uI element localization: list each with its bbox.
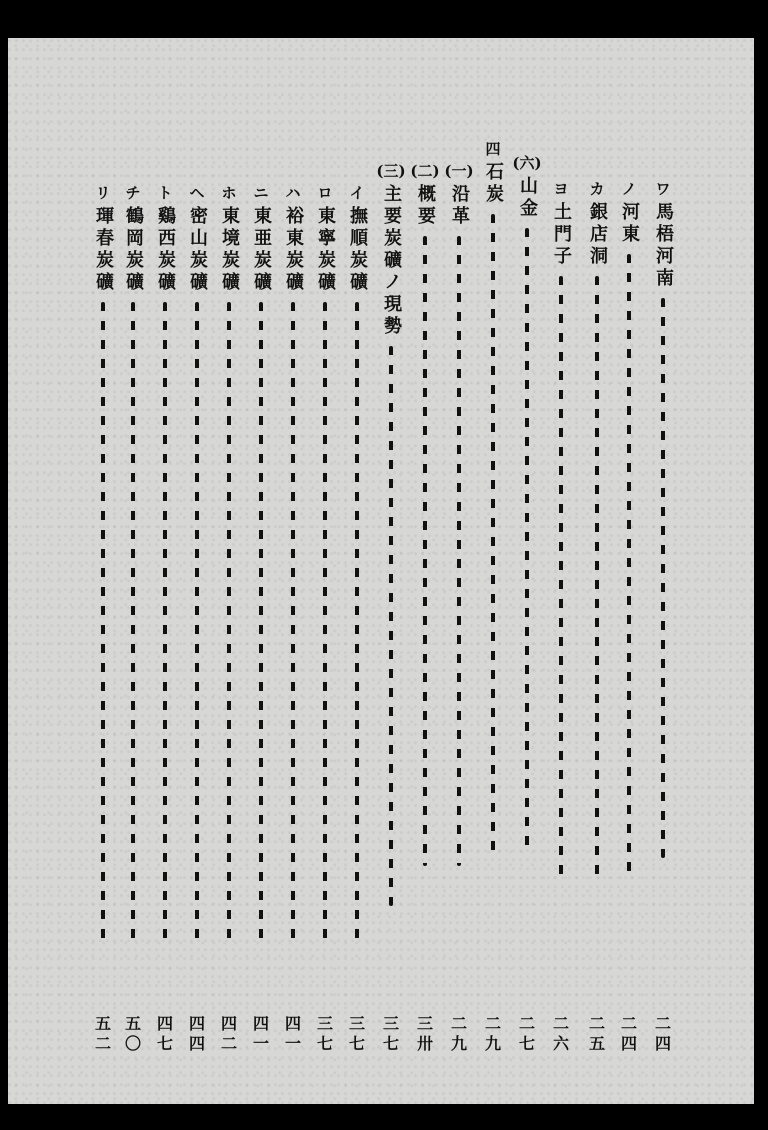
toc-entry	[120, 184, 146, 942]
dot-leader	[163, 302, 167, 942]
dot-leader	[131, 302, 135, 942]
entry-mark: ヨ	[553, 180, 569, 198]
toc-entry	[480, 140, 506, 854]
entry-page-number: 三 七	[316, 1014, 333, 1053]
dot-leader	[227, 302, 231, 942]
entry-title: 石炭	[483, 162, 504, 206]
toc-entry	[378, 162, 404, 906]
dot-leader	[661, 298, 665, 858]
dot-leader	[457, 236, 461, 866]
entry-mark: 四	[485, 140, 501, 158]
entry-page-number: 五 二	[94, 1014, 111, 1053]
entry-title: 山金	[517, 176, 538, 220]
entry-mark: リ	[95, 184, 111, 202]
entry-mark: ヘ	[189, 184, 205, 202]
toc-entry	[216, 184, 242, 942]
toc-entry	[344, 184, 370, 942]
entry-title: 馬梧河南	[653, 202, 674, 290]
toc-entry	[312, 184, 338, 942]
entry-page-number: 二 九	[450, 1014, 467, 1053]
entry-page-number: 四 四	[188, 1014, 205, 1053]
toc-entry	[584, 180, 610, 876]
entry-page-number: 四 二	[220, 1014, 237, 1053]
entry-page-number: 五 〇	[124, 1014, 141, 1053]
entry-mark: (六)	[512, 154, 542, 172]
entry-mark: (一)	[444, 162, 474, 180]
toc-entry	[184, 184, 210, 942]
toc-entry	[152, 184, 178, 942]
dot-leader	[291, 302, 295, 942]
entry-title: 河東	[619, 202, 640, 246]
entry-title: 鷄西炭礦	[155, 206, 176, 294]
entry-page-number: 二 七	[518, 1014, 535, 1053]
entry-mark: カ	[589, 180, 605, 198]
entry-page-number: 四 一	[284, 1014, 301, 1053]
entry-page-number: 三 卅	[416, 1014, 433, 1053]
entry-title: 裕東炭礦	[283, 206, 304, 294]
entry-mark: チ	[125, 184, 141, 202]
toc-entry	[650, 180, 676, 858]
entry-title: 銀店洞	[587, 202, 608, 268]
dot-leader	[559, 276, 563, 876]
dot-leader	[195, 302, 199, 942]
entry-mark: (二)	[410, 162, 440, 180]
toc-entry	[446, 162, 472, 866]
entry-page-number: 二 九	[484, 1014, 501, 1053]
entry-page-number: 四 七	[156, 1014, 173, 1053]
entry-mark: ノ	[621, 180, 637, 198]
dot-leader	[627, 254, 631, 874]
entry-mark: ハ	[285, 184, 301, 202]
entry-title: 主要炭礦ノ現勢	[381, 184, 402, 338]
entry-page-number: 三 七	[348, 1014, 365, 1053]
entry-page-number: 二 四	[620, 1014, 637, 1053]
entry-title: 東寧炭礦	[315, 206, 336, 294]
entry-mark: ニ	[253, 184, 269, 202]
entry-mark: ワ	[655, 180, 671, 198]
dot-leader	[355, 302, 359, 942]
entry-page-number: 二 四	[654, 1014, 671, 1053]
entry-title: 鶴岡炭礦	[123, 206, 144, 294]
toc-entry	[412, 162, 438, 866]
entry-page-number: 二 六	[552, 1014, 569, 1053]
dot-leader	[525, 228, 529, 848]
dot-leader	[423, 236, 427, 866]
dot-leader	[323, 302, 327, 942]
dot-leader	[389, 346, 393, 906]
dot-leader	[101, 302, 105, 942]
entry-mark: (三)	[376, 162, 406, 180]
entry-mark: イ	[349, 184, 365, 202]
entry-title: 土門子	[551, 202, 572, 268]
entry-mark: ホ	[221, 184, 237, 202]
entry-title: 東境炭礦	[219, 206, 240, 294]
dot-leader	[595, 276, 599, 876]
dot-leader	[259, 302, 263, 942]
dot-leader	[491, 214, 495, 854]
entry-page-number: 二 五	[588, 1014, 605, 1053]
entry-title: 概要	[415, 184, 436, 228]
toc-entry	[514, 154, 540, 848]
toc-entry	[548, 180, 574, 876]
entry-mark: ロ	[317, 184, 333, 202]
toc-entry	[248, 184, 274, 942]
entry-page-number: 四 一	[252, 1014, 269, 1053]
entry-title: 密山炭礦	[187, 206, 208, 294]
entry-title: 東亜炭礦	[251, 206, 272, 294]
entry-title: 琿春炭礦	[93, 206, 114, 294]
entry-page-number: 三 七	[382, 1014, 399, 1053]
toc-entry	[90, 184, 116, 942]
toc-entry	[280, 184, 306, 942]
book-page	[8, 38, 754, 1104]
entry-title: 撫順炭礦	[347, 206, 368, 294]
entry-title: 沿革	[449, 184, 470, 228]
toc-entry	[616, 180, 642, 874]
entry-mark: ト	[157, 184, 173, 202]
